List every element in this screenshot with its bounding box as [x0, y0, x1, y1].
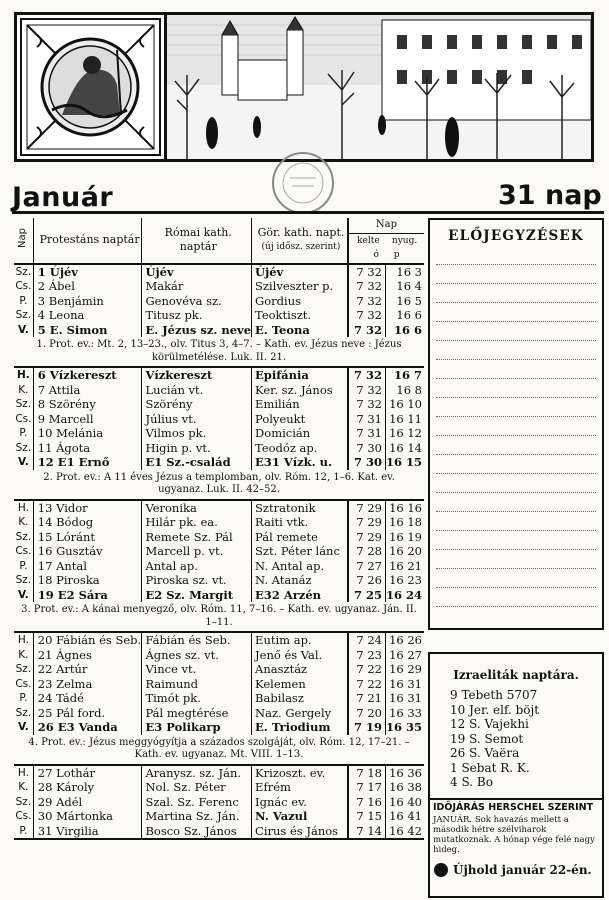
sunset: 16 23 [389, 573, 422, 587]
sun-rise-label: kelte [357, 235, 380, 246]
notes-box [428, 218, 604, 630]
note-line [436, 454, 596, 455]
gospel-note: 4. Prot. ev.: Jézus meggyógyítja a százados szolgáját, olv. Róm. 12, 17–21. – Kath. ev. ugyanaz. Mt. VIII. 1–13. [14, 735, 424, 765]
day-name: H. [14, 632, 33, 648]
day-row [14, 765, 424, 781]
day-row [14, 588, 424, 603]
catholic-name: E3 Polikarp [142, 720, 252, 735]
calendar-header-row [14, 218, 424, 264]
protestant-name: 24 Tádé [33, 691, 142, 706]
day-name: P. [14, 824, 33, 840]
day-name: Cs. [15, 412, 32, 425]
protestant-name: 17 Antal [33, 559, 142, 574]
day-row [14, 662, 424, 677]
day-name: Sz. [14, 573, 33, 588]
weather-title: IDŐJÁRÁS HERSCHEL SZERINT [430, 798, 602, 815]
library-stamp-illustration [270, 150, 336, 216]
gospel-note-row [14, 602, 424, 632]
sunrise: 7 29 [348, 530, 386, 545]
sunrise: 7 32 [348, 294, 386, 309]
day-row [14, 795, 424, 810]
note-line [436, 435, 596, 436]
protestant-name: 3 Benjámin [33, 294, 142, 309]
sunset: 16 3 [396, 264, 422, 279]
jewish-calendar-row: 12 S. Vajekhi [450, 717, 529, 731]
winter-town-scene-illustration [167, 15, 591, 159]
catholic-name: Makár [142, 279, 252, 294]
protestant-name: 8 Szörény [33, 397, 142, 412]
day-name: P. [14, 426, 33, 441]
day-row [14, 559, 424, 574]
greek-name: Pál remete [252, 530, 348, 545]
note-line [436, 359, 596, 360]
day-row [14, 809, 424, 824]
day-name: H. [14, 765, 33, 781]
col-greek-header [252, 218, 348, 264]
greek-name: E31 Vízk. u. [252, 455, 348, 470]
catholic-name: Higin p. vt. [142, 441, 252, 456]
day-row [14, 706, 424, 721]
calendar-body [14, 264, 424, 840]
greek-name: Szt. Péter lánc [252, 544, 348, 559]
day-name: K. [14, 780, 33, 795]
day-row [14, 530, 424, 545]
sunset: 16 31 [389, 676, 422, 691]
day-name: H. [14, 367, 33, 383]
sunrise: 7 32 [348, 308, 386, 323]
greek-name: Ignác ev. [252, 795, 348, 810]
sunrise: 7 29 [348, 515, 386, 530]
sunset: 16 5 [396, 293, 422, 308]
day-name: Sz. [14, 308, 33, 323]
catholic-name: Veronika [142, 500, 252, 516]
sunrise: 7 23 [348, 648, 386, 663]
day-name: V. [14, 455, 33, 470]
greek-name: Krizoszt. ev. [252, 765, 348, 781]
jewish-calendar-row: 26 S. Vaëra [450, 746, 520, 760]
sunset: 16 11 [389, 411, 422, 426]
greek-name: Cirus és János [252, 824, 348, 840]
sunrise: 7 14 [348, 824, 386, 840]
catholic-name: Vilmos pk. [142, 426, 252, 441]
sunset: 16 14 [389, 440, 422, 455]
notes-title: ELŐJEGYZÉSEK [448, 228, 584, 244]
protestant-name: 9 Marcell [33, 412, 142, 427]
sunrise: 7 32 [348, 383, 386, 398]
protestant-name: 19 E2 Sára [33, 588, 142, 603]
sunset: 16 6 [393, 322, 422, 337]
day-row [14, 573, 424, 588]
catholic-name: Remete Sz. Pál [142, 530, 252, 545]
protestant-name: 12 E1 Ernő [33, 455, 142, 470]
sunset: 16 27 [389, 647, 422, 662]
day-row [14, 397, 424, 412]
day-row [14, 648, 424, 663]
sunrise: 7 22 [348, 662, 386, 677]
sunset: 16 6 [396, 308, 422, 322]
day-row [14, 691, 424, 706]
note-line [436, 511, 596, 512]
catholic-name: Bosco Sz. János [142, 824, 252, 840]
sunrise: 7 32 [348, 397, 386, 412]
weather-text: JANUÁR. Sok havazás mellett a második hétre szélviharok mutatkoznak. A hónap vége felé nagy hideg. [433, 814, 595, 855]
sunrise: 7 27 [348, 559, 386, 574]
day-name: H. [14, 500, 33, 516]
sunrise: 7 32 [348, 323, 386, 338]
note-line [436, 587, 596, 588]
sunset: 16 26 [389, 633, 422, 647]
jewish-calendar-box [428, 652, 604, 898]
day-row [14, 426, 424, 441]
gospel-note-row [14, 735, 424, 765]
day-name: P. [14, 294, 33, 309]
sun-set-label: nyug. [391, 235, 418, 246]
greek-name: Sztratonik [252, 500, 348, 516]
protestant-name: 15 Lóránt [33, 530, 142, 545]
catholic-name: Piroska sz. vt. [142, 573, 252, 588]
catholic-name: Aranysz. sz. Ján. [142, 765, 252, 781]
protestant-name: 30 Mártonka [33, 809, 142, 824]
gospel-note: 2. Prot. ev.: A 11 éves Jézus a templomban, olv. Róm. 12, 1–6. Kat. ev. ugyanaz. Luk. II. 42–52. [14, 470, 424, 500]
protestant-name: 4 Leona [33, 308, 142, 323]
protestant-name: 22 Artúr [33, 662, 142, 677]
sunrise: 7 22 [348, 677, 386, 692]
greek-name: Gordius [252, 294, 348, 309]
protestant-name: 5 E. Simon [33, 323, 142, 338]
calendar-table [14, 218, 424, 840]
sunrise: 7 30 [348, 455, 386, 470]
sunrise: 7 31 [348, 426, 386, 441]
day-name: Sz. [14, 441, 33, 456]
note-line [436, 568, 596, 569]
protestant-name: 6 Vízkereszt [33, 367, 142, 383]
day-row [14, 720, 424, 735]
greek-name: Teodóz ap. [252, 441, 348, 456]
catholic-name: Timót pk. [142, 691, 252, 706]
aquarius-medallion-illustration [17, 15, 167, 159]
col-greek-title: Gör. kath. napt. [257, 225, 345, 239]
note-line [436, 606, 596, 607]
catholic-name: E2 Sz. Margit [142, 588, 252, 603]
sunset: 16 7 [393, 368, 422, 382]
day-name: Sz. [14, 662, 33, 677]
col-greek-subtitle: (új idősz. szerint) [261, 242, 341, 253]
sunset: 16 4 [396, 279, 422, 293]
right-column [428, 218, 604, 898]
protestant-name: 16 Gusztáv [33, 544, 142, 559]
note-line [436, 264, 596, 265]
sunrise: 7 20 [348, 706, 386, 721]
day-row [14, 824, 424, 840]
sunset: 16 16 [389, 500, 422, 515]
day-row [14, 294, 424, 309]
sunset: 16 42 [385, 824, 424, 840]
catholic-name: Marcell p. vt. [142, 544, 252, 559]
day-name: Cs. [15, 677, 32, 690]
day-name: K. [14, 383, 33, 398]
sunset: 16 24 [385, 587, 422, 602]
greek-name: Újév [252, 264, 348, 280]
day-name: P. [14, 559, 33, 574]
jewish-calendar-row: 19 S. Semot [450, 731, 524, 746]
day-row [14, 544, 424, 559]
col-day-header: Nap [17, 228, 29, 248]
greek-name: E. Triodium [252, 720, 348, 735]
sunset: 16 29 [389, 662, 422, 676]
sunrise: 7 21 [348, 691, 386, 706]
day-row [14, 455, 424, 470]
note-line [436, 473, 596, 474]
sunrise: 7 31 [348, 412, 386, 427]
greek-name: Emilián [252, 397, 348, 412]
sunrise: 7 32 [348, 279, 386, 294]
day-name: K. [14, 648, 33, 663]
day-row [14, 367, 424, 383]
note-line [436, 283, 596, 284]
day-row [14, 412, 424, 427]
catholic-name: Szörény [142, 397, 252, 412]
protestant-name: 27 Lothár [33, 765, 142, 781]
note-line [436, 397, 596, 398]
jewish-calendar-row: 10 Jer. elf. böjt [450, 702, 540, 717]
col-catholic-header: Római kath. naptár [142, 218, 252, 264]
catholic-name: Raimund [142, 677, 252, 692]
day-row [14, 279, 424, 294]
day-row [14, 677, 424, 692]
protestant-name: 7 Attila [33, 383, 142, 398]
day-row [14, 264, 424, 280]
jewish-calendar-row: 4 S. Bo [450, 775, 493, 789]
greek-name: E32 Arzén [252, 588, 348, 603]
sunrise: 7 18 [348, 765, 386, 781]
greek-name: Domicián [252, 426, 348, 441]
note-line [436, 378, 596, 379]
day-name: V. [14, 588, 33, 603]
sun-units: ó p [373, 250, 400, 260]
greek-name: Raiti vtk. [252, 515, 348, 530]
sunrise: 7 24 [348, 632, 386, 648]
sunset: 16 40 [389, 794, 422, 809]
day-name: Cs. [15, 810, 32, 822]
protestant-name: 11 Ágota [33, 441, 142, 456]
day-name: K. [14, 515, 33, 530]
day-row [14, 308, 424, 323]
catholic-name: Martina Sz. Ján. [142, 809, 252, 824]
sunset: 16 31 [389, 691, 422, 705]
catholic-name: Szal. Sz. Ferenc [142, 795, 252, 810]
greek-name: N. Vazul [252, 809, 348, 824]
col-protestant-header: Protestáns naptár [33, 218, 142, 264]
sunrise: 7 28 [348, 544, 386, 559]
header-illustration [14, 12, 594, 162]
sunset: 16 41 [389, 809, 422, 823]
greek-name: Efrém [252, 780, 348, 795]
day-name: Sz. [14, 397, 33, 412]
greek-name: Babilasz [252, 691, 348, 706]
sunset: 16 33 [389, 705, 422, 720]
sunrise: 7 15 [348, 809, 386, 824]
protestant-name: 29 Adél [33, 795, 142, 810]
day-name: Sz. [14, 264, 33, 280]
day-row [14, 780, 424, 795]
day-row [14, 515, 424, 530]
gospel-note: 3. Prot. ev.: A kánai menyegző, olv. Róm. 11, 7–16. – Kath. ev. ugyanaz. Ján. II. 1–11. [14, 602, 424, 632]
days-count: 31 nap [498, 180, 602, 211]
protestant-name: 25 Pál ford. [33, 706, 142, 721]
catholic-name: Nol. Sz. Péter [142, 780, 252, 795]
sunrise: 7 32 [348, 264, 386, 280]
new-moon-icon [434, 863, 448, 877]
sunset: 16 18 [389, 515, 422, 529]
day-name: Sz. [14, 706, 33, 721]
day-name: V. [14, 720, 33, 735]
sunset: 16 10 [389, 397, 422, 411]
sunset: 16 19 [389, 529, 422, 544]
note-line [436, 340, 596, 341]
sunset: 16 20 [389, 544, 422, 558]
greek-name: Jenő és Val. [252, 648, 348, 663]
protestant-name: 31 Virgilia [33, 824, 142, 840]
greek-name: Eutim ap. [252, 632, 348, 648]
day-row [14, 441, 424, 456]
day-name: V. [14, 323, 33, 338]
sunset: 16 21 [389, 558, 422, 573]
note-line [436, 549, 596, 550]
greek-name: Ker. sz. János [252, 383, 348, 398]
catholic-name: E1 Sz.-család [142, 455, 252, 470]
jewish-calendar-row: 1 Sebat R. K. [450, 760, 530, 775]
catholic-name: Lucián vt. [142, 383, 252, 398]
catholic-name: Fábián és Seb. [142, 632, 252, 648]
header-rule [12, 211, 604, 214]
day-name: Sz. [14, 795, 33, 810]
greek-name: E. Teona [252, 323, 348, 338]
sunrise: 7 32 [348, 367, 386, 383]
sunrise: 7 25 [348, 588, 386, 603]
protestant-name: 21 Ágnes [33, 648, 142, 663]
note-line [436, 492, 596, 493]
catholic-name: Titusz pk. [142, 308, 252, 323]
catholic-name: Pál megtérése [142, 706, 252, 721]
day-row [14, 323, 424, 338]
new-moon-text: Újhold január 22-én. [453, 862, 592, 877]
protestant-name: 10 Melánia [33, 426, 142, 441]
gospel-note: 1. Prot. ev.: Mt. 2, 13–23., olv. Titus 3, 4–7. – Kath. ev. Jézus neve : Jézus körülmetélése. Luk. II. 21. [14, 337, 424, 367]
catholic-name: E. Jézus sz. neve [142, 323, 252, 338]
sunset: 16 12 [389, 426, 422, 440]
sunrise: 7 26 [348, 573, 386, 588]
day-name: P. [14, 691, 33, 706]
protestant-name: 2 Ábel [33, 279, 142, 294]
catholic-name: Vince vt. [142, 662, 252, 677]
catholic-name: Hilár pk. ea. [142, 515, 252, 530]
greek-name: Kelemen [252, 677, 348, 692]
note-line [436, 302, 596, 303]
protestant-name: 28 Károly [33, 780, 142, 795]
day-name: Sz. [14, 530, 33, 545]
day-row [14, 500, 424, 516]
sunrise: 7 17 [348, 780, 386, 795]
sunset: 16 38 [389, 780, 422, 794]
jewish-calendar-list [430, 688, 602, 790]
month-title: Január [12, 182, 114, 213]
protestant-name: 26 E3 Vanda [33, 720, 142, 735]
note-line [436, 416, 596, 417]
protestant-name: 23 Zelma [33, 677, 142, 692]
greek-name: N. Atanáz [252, 573, 348, 588]
jewish-calendar-title: Izraeliták naptára. [453, 668, 579, 682]
sunrise: 7 16 [348, 795, 386, 810]
catholic-name: Antal ap. [142, 559, 252, 574]
greek-name: Epifánia [252, 367, 348, 383]
greek-name: Polyeukt [252, 412, 348, 427]
greek-name: Szilveszter p. [252, 279, 348, 294]
jewish-calendar-row: 9 Tebeth 5707 [450, 688, 538, 702]
sunrise: 7 29 [348, 500, 386, 516]
catholic-name: Július vt. [142, 412, 252, 427]
col-sun-header [348, 218, 424, 264]
protestant-name: 13 Vidor [33, 500, 142, 516]
sunset: 16 15 [385, 455, 422, 469]
greek-name: Anasztáz [252, 662, 348, 677]
greek-name: N. Antal ap. [252, 559, 348, 574]
catholic-name: Vízkereszt [142, 367, 252, 383]
note-line [436, 321, 596, 322]
catholic-name: Ágnes sz. vt. [142, 648, 252, 663]
day-name: Cs. [15, 280, 32, 292]
sunset: 16 8 [396, 382, 422, 397]
protestant-name: 18 Piroska [33, 573, 142, 588]
protestant-name: 14 Bódog [33, 515, 142, 530]
day-row [14, 383, 424, 398]
sunset: 16 35 [385, 720, 422, 734]
note-line [436, 530, 596, 531]
day-name: Cs. [15, 545, 32, 557]
greek-name: Teoktiszt. [252, 308, 348, 323]
gospel-note-row [14, 337, 424, 367]
sunrise: 7 30 [348, 441, 386, 456]
new-moon-note [430, 855, 602, 878]
greek-name: Naz. Gergely [252, 706, 348, 721]
sun-title: Nap [349, 218, 424, 234]
protestant-name: 20 Fábián és Seb. [33, 632, 142, 648]
catholic-name: Újév [142, 264, 252, 280]
day-row [14, 632, 424, 648]
gospel-note-row [14, 470, 424, 500]
protestant-name: 1 Újév [33, 264, 142, 280]
sunset: 16 36 [389, 765, 422, 780]
sunrise: 7 19 [348, 720, 386, 735]
catholic-name: Genovéva sz. [142, 294, 252, 309]
